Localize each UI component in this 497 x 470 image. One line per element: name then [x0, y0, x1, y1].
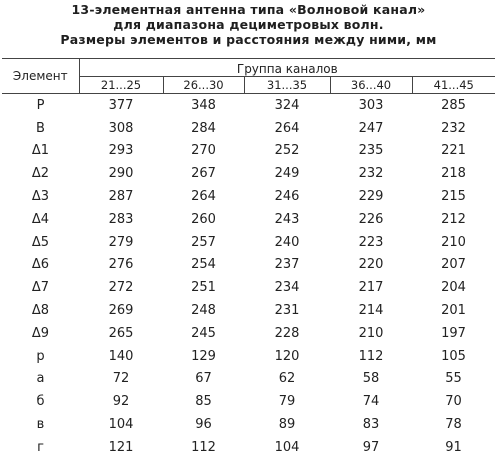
table-row: [2, 231, 495, 254]
dimension-value-cell: 210: [358, 325, 384, 341]
element-name-cell: в: [36, 417, 45, 433]
element-name-cell: Р: [36, 97, 45, 113]
element-name-cell: а: [36, 371, 45, 387]
dimension-value-cell: 287: [108, 189, 134, 205]
dimension-value-cell: 212: [441, 211, 466, 227]
table-row: [2, 299, 495, 322]
dimension-value-cell: 129: [191, 348, 216, 364]
dimension-value-cell: 265: [108, 325, 134, 341]
dimension-value-cell: 83: [362, 417, 380, 433]
element-name-cell: Δ4: [31, 211, 50, 227]
element-name-cell: Δ6: [31, 257, 50, 273]
caption-line-3: Размеры элементов и расстояния между ними, мм: [60, 32, 437, 47]
table-row: [2, 140, 495, 163]
dimension-value-cell: 91: [445, 439, 462, 455]
dimension-value-cell: 232: [441, 120, 466, 136]
dimension-value-cell: 112: [358, 348, 384, 364]
dimension-value-cell: 79: [278, 394, 296, 410]
element-name-cell: В: [36, 120, 45, 136]
dimension-value-cell: 96: [195, 417, 212, 433]
dimension-value-cell: 217: [358, 280, 384, 296]
dimensions-table: [2, 58, 495, 459]
element-name-cell: Δ8: [31, 303, 50, 319]
dimension-value-cell: 235: [358, 143, 384, 159]
dimension-value-cell: 221: [441, 143, 466, 159]
dimension-value-cell: 85: [195, 394, 212, 410]
dimension-value-cell: 276: [108, 257, 134, 273]
dimension-value-cell: 240: [274, 234, 300, 250]
dimension-value-cell: 243: [274, 211, 300, 227]
dimension-value-cell: 226: [358, 211, 384, 227]
table-body: [2, 94, 495, 459]
dimension-value-cell: 223: [358, 234, 384, 250]
channel-range-header: 41...45: [412, 76, 495, 94]
dimension-value-cell: 220: [358, 257, 384, 273]
channel-range-header: 36...40: [330, 76, 412, 94]
dimension-value-cell: 78: [445, 417, 462, 433]
dimension-value-cell: 264: [274, 120, 300, 136]
dimension-value-cell: 248: [191, 303, 216, 319]
dimension-value-cell: 247: [358, 120, 384, 136]
dimension-value-cell: 92: [112, 394, 130, 410]
dimension-value-cell: 62: [278, 371, 296, 387]
element-name-cell: Δ2: [31, 166, 50, 182]
dimension-value-cell: 104: [108, 417, 134, 433]
dimension-value-cell: 112: [191, 439, 216, 455]
dimension-value-cell: 285: [441, 97, 466, 113]
dimension-value-cell: 260: [191, 211, 216, 227]
dimension-value-cell: 249: [274, 166, 300, 182]
dimension-value-cell: 303: [358, 97, 384, 113]
table-row: [2, 208, 495, 231]
dimension-value-cell: 245: [191, 325, 216, 341]
table-row: [2, 162, 495, 185]
dimension-value-cell: 74: [362, 394, 380, 410]
element-name-cell: Δ9: [31, 325, 50, 341]
dimension-value-cell: 201: [441, 303, 466, 319]
channel-range-header: 26...30: [163, 76, 244, 94]
table-row: [2, 254, 495, 277]
dimension-value-cell: 97: [362, 439, 380, 455]
dimension-value-cell: 204: [441, 280, 466, 296]
dimension-value-cell: 284: [191, 120, 216, 136]
dimension-value-cell: 232: [358, 166, 384, 182]
element-name-cell: Δ5: [31, 234, 50, 250]
table-row: [2, 368, 495, 391]
dimension-value-cell: 58: [362, 371, 380, 387]
dimension-value-cell: 348: [191, 97, 216, 113]
table-row: [2, 413, 495, 436]
dimension-value-cell: 324: [274, 97, 300, 113]
caption-line-2: для диапазона дециметровых волн.: [113, 17, 384, 32]
table-row: [2, 276, 495, 299]
dimension-value-cell: 214: [358, 303, 384, 319]
table-row: [2, 117, 495, 140]
element-name-cell: Δ1: [31, 143, 50, 159]
element-column-header: Элемент: [2, 59, 79, 94]
dimension-value-cell: 67: [195, 371, 212, 387]
dimension-value-cell: 237: [274, 257, 300, 273]
channel-range-header: 21...25: [79, 76, 163, 94]
dimension-value-cell: 377: [108, 97, 134, 113]
table-row: [2, 185, 495, 208]
dimension-value-cell: 264: [191, 189, 216, 205]
table-row: [2, 390, 495, 413]
dimension-value-cell: 70: [445, 394, 462, 410]
dimension-value-cell: 231: [274, 303, 300, 319]
dimension-value-cell: 290: [108, 166, 134, 182]
dimension-value-cell: 207: [441, 257, 466, 273]
dimension-value-cell: 246: [274, 189, 300, 205]
table-caption: [0, 2, 497, 47]
dimension-value-cell: 252: [274, 143, 300, 159]
dimension-value-cell: 234: [274, 280, 300, 296]
dimension-value-cell: 270: [191, 143, 216, 159]
table-header: [2, 59, 495, 94]
dimension-value-cell: 272: [108, 280, 134, 296]
dimension-value-cell: 269: [108, 303, 134, 319]
element-name-cell: г: [37, 439, 44, 455]
table-row: [2, 345, 495, 368]
dimension-value-cell: 293: [108, 143, 134, 159]
table-row: [2, 94, 495, 117]
element-name-cell: Δ3: [31, 189, 50, 205]
dimension-value-cell: 267: [191, 166, 216, 182]
dimension-value-cell: 251: [191, 280, 216, 296]
dimension-value-cell: 228: [274, 325, 300, 341]
dimension-value-cell: 89: [278, 417, 296, 433]
dimension-value-cell: 254: [191, 257, 216, 273]
dimension-value-cell: 197: [441, 325, 466, 341]
dimension-value-cell: 308: [108, 120, 134, 136]
dimension-value-cell: 72: [112, 371, 130, 387]
dimension-value-cell: 140: [108, 348, 134, 364]
dimension-value-cell: 257: [191, 234, 216, 250]
dimension-value-cell: 105: [441, 348, 466, 364]
dimension-value-cell: 279: [108, 234, 134, 250]
element-name-cell: б: [36, 394, 45, 410]
dimension-value-cell: 120: [274, 348, 300, 364]
dimension-value-cell: 229: [358, 189, 384, 205]
channel-range-header: 31...35: [244, 76, 330, 94]
channel-group-header: Группа каналов: [79, 59, 495, 77]
dimension-value-cell: 215: [441, 189, 466, 205]
dimension-value-cell: 283: [108, 211, 134, 227]
element-name-cell: Δ7: [31, 280, 50, 296]
dimension-value-cell: 210: [441, 234, 466, 250]
dimension-value-cell: 104: [274, 439, 300, 455]
dimension-value-cell: 218: [441, 166, 466, 182]
table-row: [2, 322, 495, 345]
dimension-value-cell: 55: [445, 371, 462, 387]
caption-line-1: 13-элементная антенна типа «Волновой канал»: [71, 2, 426, 17]
dimension-value-cell: 121: [108, 439, 134, 455]
table-row: [2, 436, 495, 459]
element-name-cell: р: [36, 348, 45, 364]
